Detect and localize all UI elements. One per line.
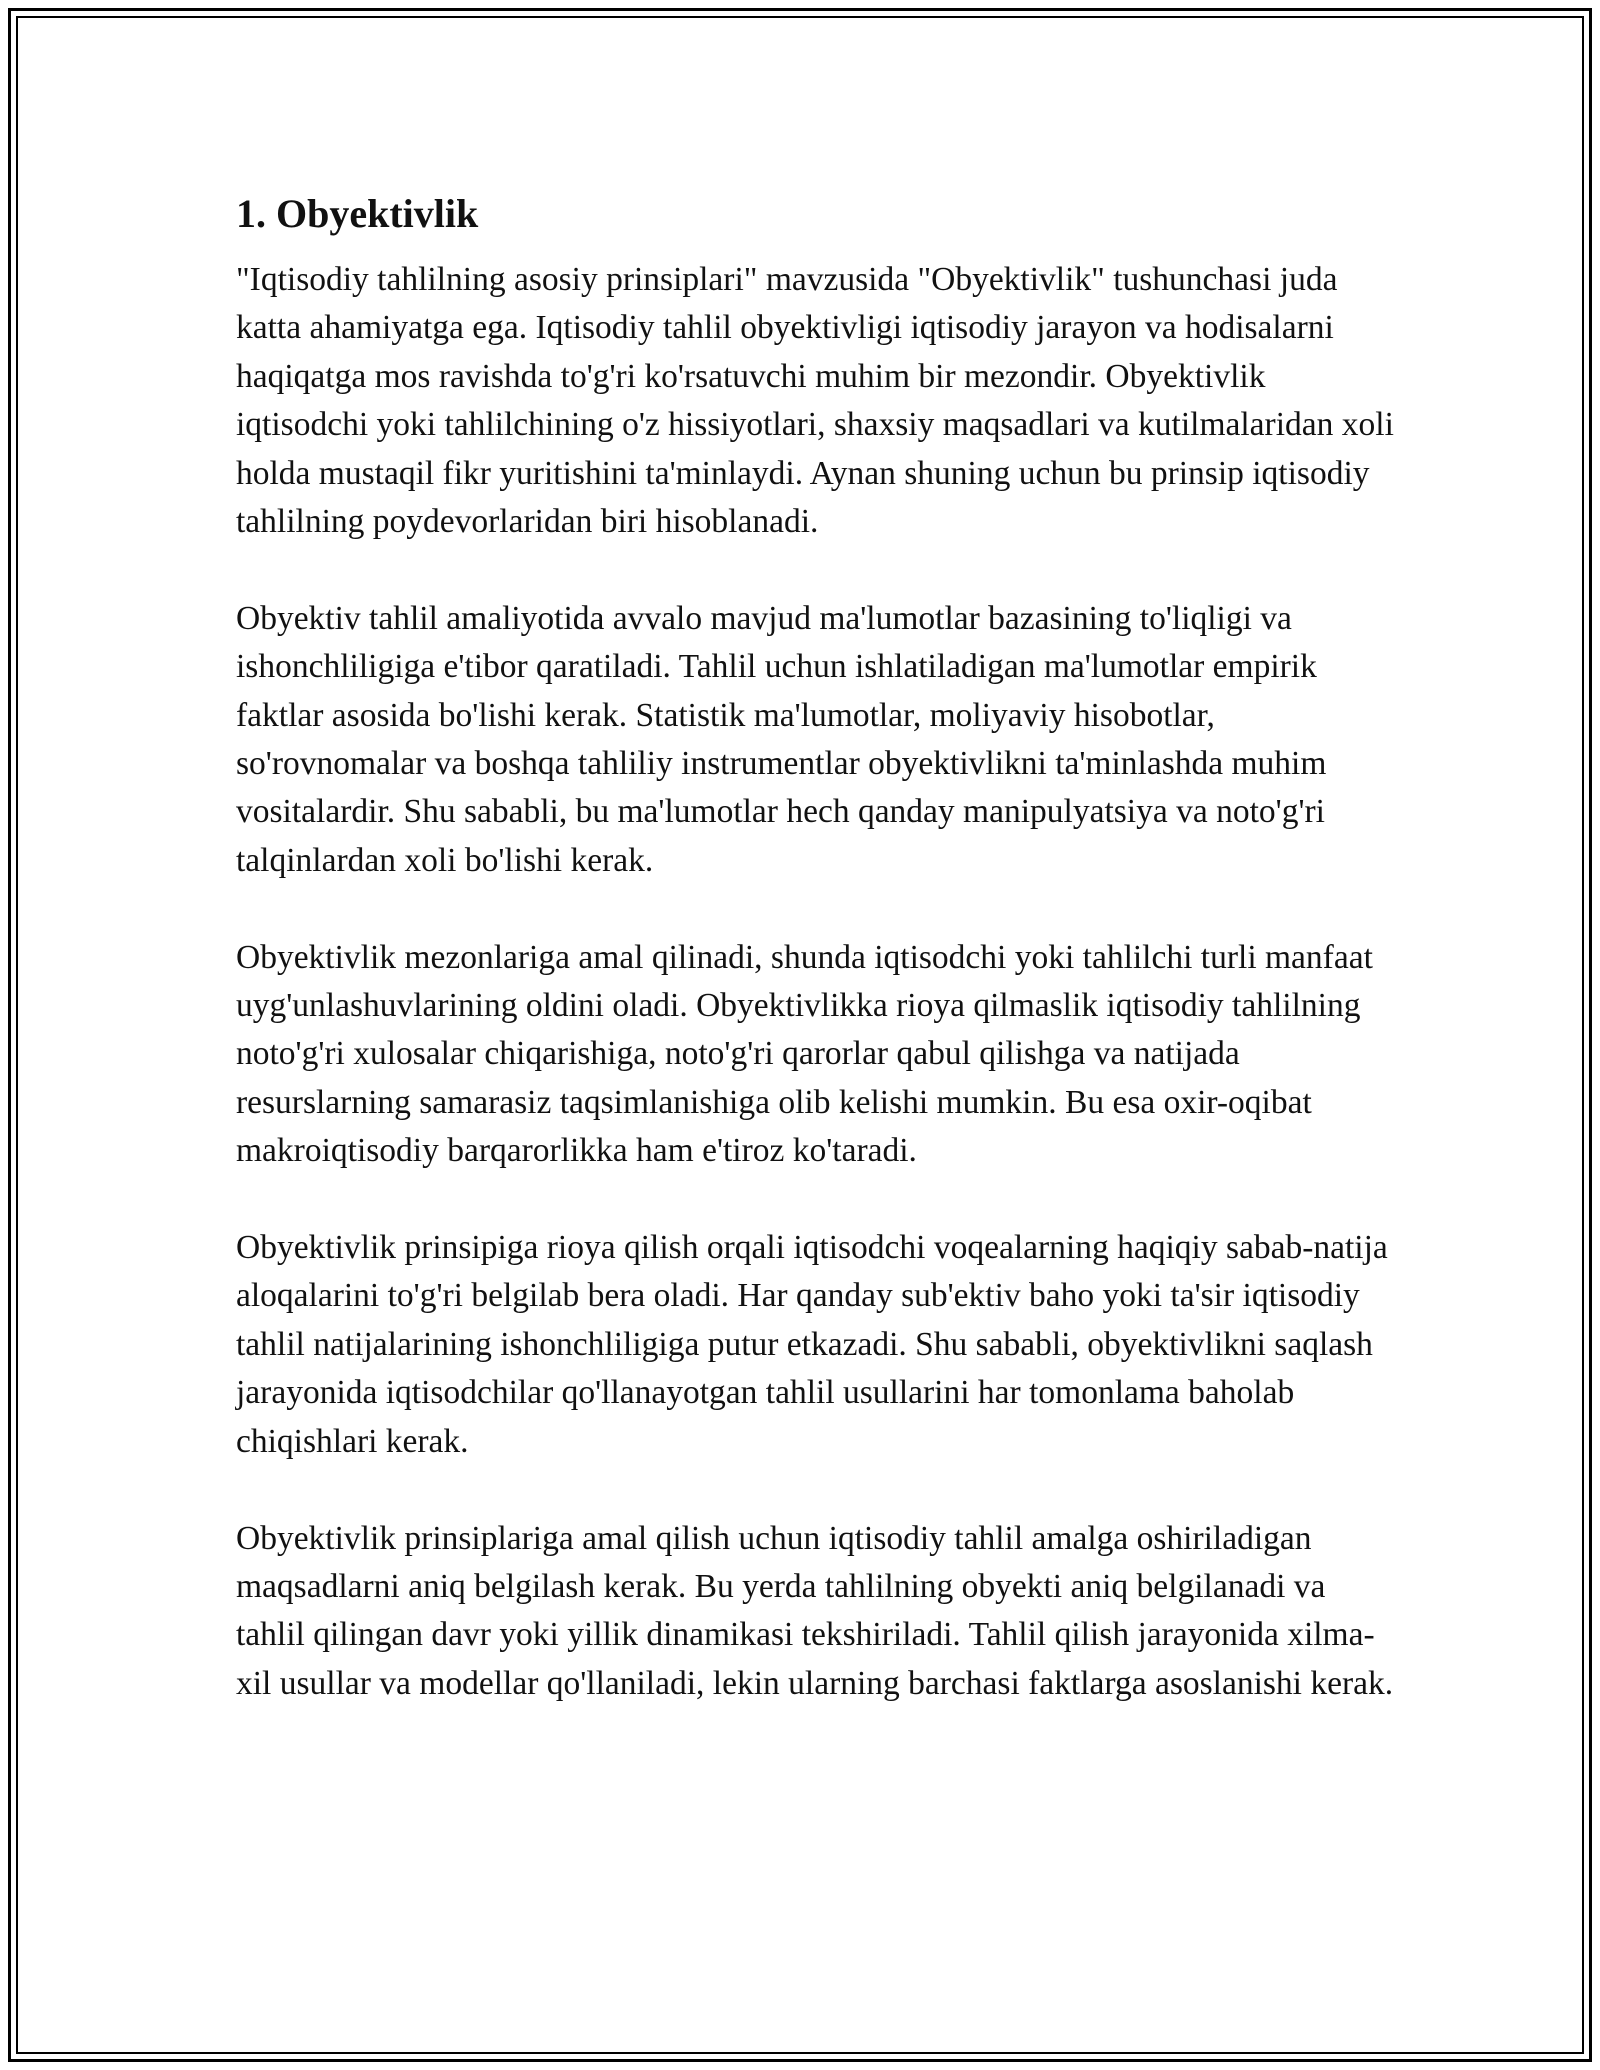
section-heading: 1. Obyektivlik (236, 191, 479, 236)
paragraph-4: Obyektivlik prinsipiga rioya qilish orqali iqtisodchi voqealarning haqiqiy sabab-natija aloqalarini to'g'ri belgilab bera oladi. Har qanday sub'ektiv baho yoki ta'sir iqtisodiy tahlil natijalarining ishonchliligiga putur etkazadi. Shu sababli, obyektivlikni saqlash jarayonida iqtisodchilar qo'llanayotgan tahlil usullarini har tomonlama baholab chiqishlari kerak. (236, 1229, 1388, 1460)
paragraph-1: "Iqtisodiy tahlilning asosiy prinsiplari" mavzusida "Obyektivlik" tushunchasi juda katta ahamiyatga ega. Iqtisodiy tahlil obyektivligi iqtisodiy jarayon va hodisalarni haqiqatga mos ravishda to'g'ri ko'rsatuvchi muhim bir mezondir. Obyektivlik iqtisodchi yoki tahlilchining o'z hissiyotlari, shaxsiy maqsadlari va kutilmalaridan xoli holda mustaqil fikr yuritishini ta'minlaydi. Aynan shuning uchun bu prinsip iqtisodiy tahlilning poydevorlaridan biri hisoblanadi. (236, 261, 1394, 541)
document-body (236, 186, 1396, 1708)
paragraph-2: Obyektiv tahlil amaliyotida avvalo mavjud ma'lumotlar bazasining to'liqligi va ishonchliligiga e'tibor qaratiladi. Tahlil uchun ishlatiladigan ma'lumotlar empirik faktlar asosida bo'lishi kerak. Statistik ma'lumotlar, moliyaviy hisobotlar, so'rovnomalar va boshqa tahliliy instrumentlar obyektivlikni ta'minlashda muhim vositalardir. Shu sababli, bu ma'lumotlar hech qanday manipulyatsiya va noto'g'ri talqinlardan xoli bo'lishi kerak. (236, 599, 1327, 879)
paragraph-3: Obyektivlik mezonlariga amal qilinadi, shunda iqtisodchi yoki tahlilchi turli manfaat uyg'unlashuvlarining oldini oladi. Obyektivlikka rioya qilmaslik iqtisodiy tahlilning noto'g'ri xulosalar chiqarishiga, noto'g'ri qarorlar qabul qilishga va natijada resurslarning samarasiz taqsimlanishiga olib kelishi mumkin. Bu esa oxir-oqibat makroiqtisodiy barqarorlikka ham e'tiroz ko'taradi. (236, 938, 1373, 1170)
paragraph-5: Obyektivlik prinsiplariga amal qilish uchun iqtisodiy tahlil amalga oshiriladigan maqsadlarni aniq belgilash kerak. Bu yerda tahlilning obyekti aniq belgilanadi va tahlil qilingan davr yoki yillik dinamikasi tekshiriladi. Tahlil qilish jarayonida xilma-xil usullar va modellar qo'llaniladi, lekin ularning barchasi faktlarga asoslanishi kerak. (236, 1519, 1394, 1702)
